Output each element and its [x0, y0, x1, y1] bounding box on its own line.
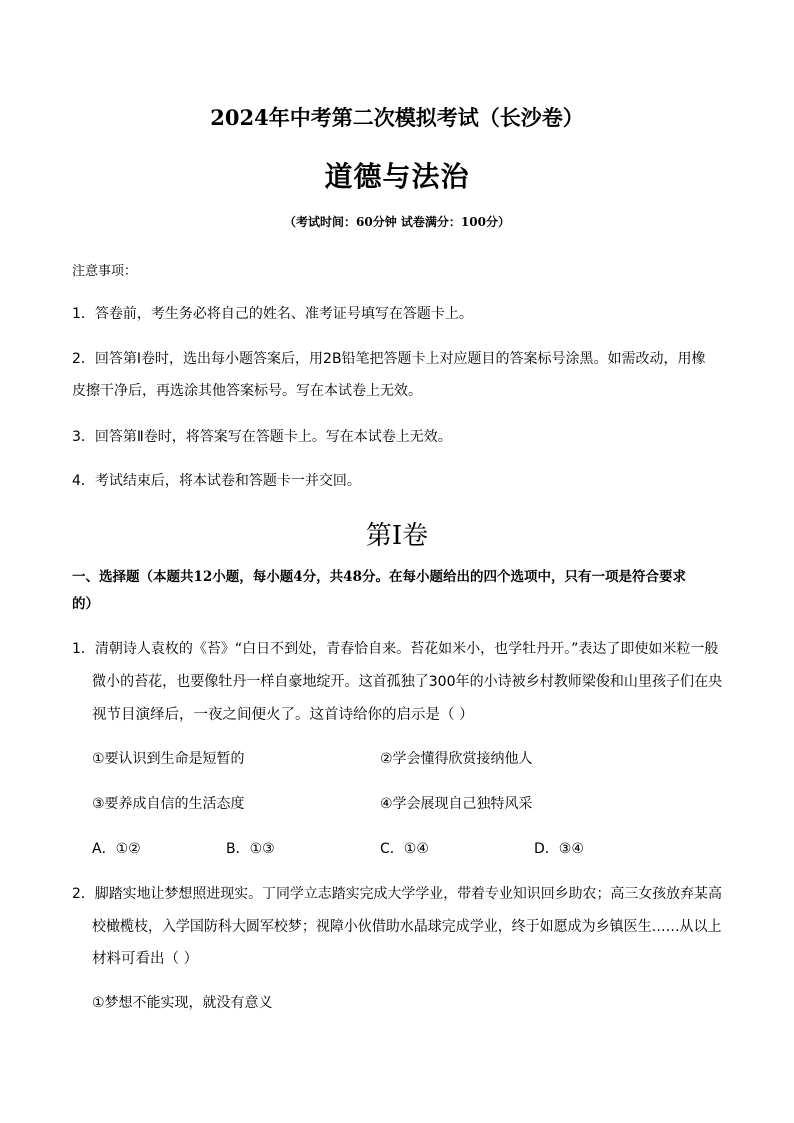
question-2-stem-continued: 材料可看出（ ） — [92, 951, 199, 967]
volume-title: 第Ⅰ卷 — [365, 521, 429, 551]
question-1-statement-3: ③要养成自信的生活态度 — [92, 796, 245, 812]
question-1-statement-4: ④学会展现自己独特风采 — [380, 796, 533, 812]
question-2-stem-continued: 校橄榄枝，入学国防科大圆军校梦；视障小伙借助水晶球完成学业，终于如愿成为乡镇医生……从以上 — [92, 919, 722, 935]
question-1-choice-d: D．③④ — [534, 841, 584, 857]
notice-heading: 注意事项： — [72, 264, 138, 279]
notice-item: 4．考试结束后，将本试卷和答题卡一并交回。 — [72, 473, 361, 489]
exam-title: 2024年中考第二次模拟考试（长沙卷） — [210, 105, 584, 130]
question-2-stem: 2．脚踏实地让梦想照进现实。丁同学立志踏实完成大学学业，带着专业知识回乡助农；高三女孩放弃某高 — [72, 886, 722, 902]
question-1-choice-b: B．①③ — [226, 841, 275, 857]
section-heading-continued: 的） — [72, 596, 99, 612]
question-1-choice-c: C．①④ — [380, 841, 429, 857]
question-1-stem-continued: 微小的苔花，也要像牡丹一样自豪地绽开。这首孤独了300年的小诗被乡村教师梁俊和山里孩子们在央 — [92, 674, 723, 690]
notice-item: 1．答卷前，考生务必将自己的姓名、准考证号填写在答题卡上。 — [72, 306, 473, 322]
question-1-statement-1: ①要认识到生命是短暂的 — [92, 751, 245, 767]
subject-title: 道德与法治 — [324, 160, 470, 193]
notice-item: 3．回答第Ⅱ卷时，将答案写在答题卡上。写在本试卷上无效。 — [72, 429, 452, 445]
exam-info: （考试时间：60分钟 试卷满分：100分） — [284, 215, 510, 229]
question-1-stem: 1．清朝诗人袁枚的《苔》“白日不到处，青春恰自来。苔花如米小，也学牡丹开。”表达了即使如米粒一般 — [72, 641, 719, 657]
question-1-choice-a: A．①② — [92, 841, 141, 857]
notice-item: 2．回答第Ⅰ卷时，选出每小题答案后，用2B铅笔把答题卡上对应题目的答案标号涂黑。如需改动，用橡 — [72, 351, 706, 367]
question-1-statement-2: ②学会懂得欣赏接纳他人 — [380, 751, 533, 767]
section-heading: 一、选择题（本题共12小题，每小题4分，共48分。在每小题给出的四个选项中，只有一项是符合要求 — [72, 569, 686, 585]
question-2-statement-1: ①梦想不能实现，就没有意义 — [92, 995, 273, 1011]
question-1-stem-continued: 视节目演绎后，一夜之间便火了。这首诗给你的启示是（ ） — [92, 707, 474, 723]
notice-item-continued: 皮擦干净后，再选涂其他答案标号。写在本试卷上无效。 — [72, 383, 422, 399]
